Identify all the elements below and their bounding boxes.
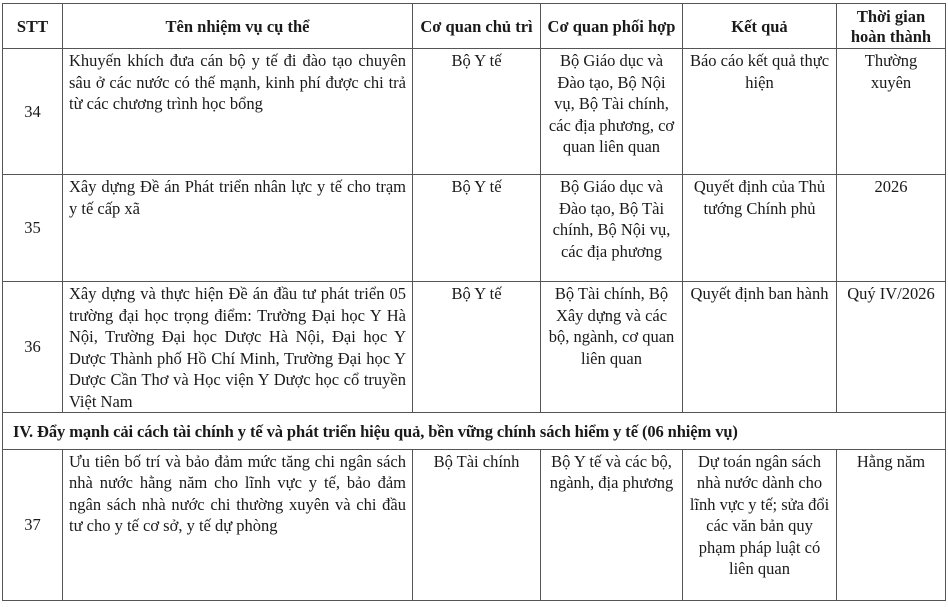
row-deadline: Hằng năm: [837, 449, 946, 600]
row-stt: 37: [3, 449, 63, 600]
row-result: Quyết định ban hành: [683, 282, 837, 413]
row-coordinating-agency: Bộ Giáo dục và Đào tạo, Bộ Nội vụ, Bộ Tài chính, các địa phương, cơ quan liên quan: [541, 49, 683, 175]
row-coordinating-agency: Bộ Tài chính, Bộ Xây dựng và các bộ, ngành, cơ quan liên quan: [541, 282, 683, 413]
document-page: [2, 3, 945, 601]
row-result: Dự toán ngân sách nhà nước dành cho lĩnh vực y tế; sửa đổi các văn bản quy phạm pháp luật có liên quan: [683, 449, 837, 600]
row-coordinating-agency: Bộ Y tế và các bộ, ngành, địa phương: [541, 449, 683, 600]
header-task: Tên nhiệm vụ cụ thể: [63, 4, 413, 49]
header-lead-agency: Cơ quan chủ trì: [413, 4, 541, 49]
row-stt: 36: [3, 282, 63, 413]
table-row: [3, 282, 946, 413]
row-deadline: Quý IV/2026: [837, 282, 946, 413]
table-row: [3, 49, 946, 175]
row-task: Xây dựng và thực hiện Đề án đầu tư phát triển 05 trường đại học trọng điểm: Trường Đại học Y Hà Nội, Trường Đại học Dược Hà Nội, Đại học Y Dược Thành phố Hồ Chí Minh, Trường Đại học Y Dược Cần Thơ và Học viện Y Dược học cổ truyền Việt Nam: [63, 282, 413, 413]
row-result: Quyết định của Thủ tướng Chính phủ: [683, 175, 837, 282]
header-stt: STT: [3, 4, 63, 49]
row-lead-agency: Bộ Tài chính: [413, 449, 541, 600]
row-deadline: Thường xuyên: [837, 49, 946, 175]
row-task: Xây dựng Đề án Phát triển nhân lực y tế cho trạm y tế cấp xã: [63, 175, 413, 282]
table-row: [3, 449, 946, 600]
table-header-row: [3, 4, 946, 49]
table-row: [3, 175, 946, 282]
header-result: Kết quả: [683, 4, 837, 49]
row-deadline: 2026: [837, 175, 946, 282]
row-stt: 34: [3, 49, 63, 175]
row-lead-agency: Bộ Y tế: [413, 282, 541, 413]
row-task: Ưu tiên bố trí và bảo đảm mức tăng chi ngân sách nhà nước hằng năm cho lĩnh vực y tế, bảo đảm ngân sách nhà nước chi thường xuyên và chi đầu tư cho y tế cơ sở, y tế dự phòng: [63, 449, 413, 600]
row-coordinating-agency: Bộ Giáo dục và Đào tạo, Bộ Tài chính, Bộ Nội vụ, các địa phương: [541, 175, 683, 282]
row-stt: 35: [3, 175, 63, 282]
task-table: [2, 3, 946, 601]
row-result: Báo cáo kết quả thực hiện: [683, 49, 837, 175]
row-lead-agency: Bộ Y tế: [413, 175, 541, 282]
row-lead-agency: Bộ Y tế: [413, 49, 541, 175]
section-title: IV. Đẩy mạnh cải cách tài chính y tế và phát triển hiệu quả, bền vững chính sách hiểm y tế (06 nhiệm vụ): [3, 413, 946, 450]
header-deadline: Thời gian hoàn thành: [837, 4, 946, 49]
header-coordinating-agency: Cơ quan phối hợp: [541, 4, 683, 49]
row-task: Khuyến khích đưa cán bộ y tế đi đào tạo chuyên sâu ở các nước có thế mạnh, kinh phí được chi trả từ các chương trình học bổng: [63, 49, 413, 175]
section-row: [3, 413, 946, 450]
